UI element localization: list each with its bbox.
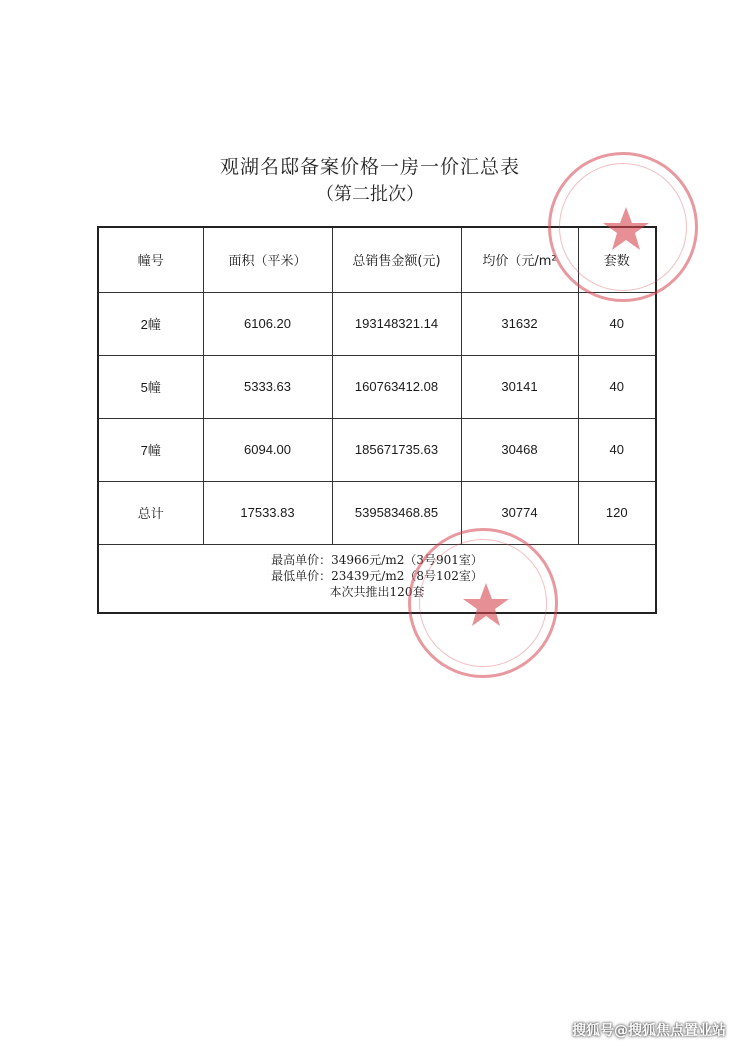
- cell-avg-price: 30468: [461, 418, 578, 481]
- cell-area: 6094.00: [203, 418, 332, 481]
- table-row-total: [99, 481, 655, 544]
- cell-total-sales: 160763412.08: [332, 355, 461, 418]
- source-watermark: 搜狐号@搜狐焦点置业站: [572, 1023, 726, 1039]
- cell-units: 40: [578, 355, 655, 418]
- cell-units: 120: [578, 481, 655, 544]
- cell-avg-price: 30141: [461, 355, 578, 418]
- header-building: 幢号: [99, 228, 203, 292]
- cell-total-sales: 185671735.63: [332, 418, 461, 481]
- table-row: [99, 355, 655, 418]
- header-area: 面积（平米）: [203, 228, 332, 292]
- cell-avg-price: 31632: [461, 292, 578, 355]
- cell-building: 总计: [99, 481, 203, 544]
- document-subtitle: （第二批次）: [316, 184, 424, 205]
- price-table: [99, 228, 655, 545]
- cell-area: 6106.20: [203, 292, 332, 355]
- document-title: 观湖名邸备案价格一房一价汇总表: [219, 156, 520, 178]
- header-avg-price: 均价（元/m²: [461, 228, 578, 292]
- header-total-sales: 总销售金额(元): [332, 228, 461, 292]
- cell-avg-price: 30774: [461, 481, 578, 544]
- max-price-note: 最高单价：34966元/m2（3号901室）: [271, 553, 483, 567]
- min-price-note: 最低单价：23439元/m2（8号102室）: [271, 569, 483, 583]
- cell-units: 40: [578, 292, 655, 355]
- cell-area: 5333.63: [203, 355, 332, 418]
- header-units: 套数: [578, 228, 655, 292]
- cell-total-sales: 193148321.14: [332, 292, 461, 355]
- table-header-row: [99, 228, 655, 292]
- cell-building: 7幢: [99, 418, 203, 481]
- cell-units: 40: [578, 418, 655, 481]
- cell-area: 17533.83: [203, 481, 332, 544]
- table-row: [99, 292, 655, 355]
- total-units-note: 本次共推出120套: [329, 585, 425, 599]
- price-notes: [99, 542, 655, 622]
- cell-total-sales: 539583468.85: [332, 481, 461, 544]
- price-summary-table: [97, 226, 657, 614]
- table-row: [99, 418, 655, 481]
- cell-building: 5幢: [99, 355, 203, 418]
- cell-building: 2幢: [99, 292, 203, 355]
